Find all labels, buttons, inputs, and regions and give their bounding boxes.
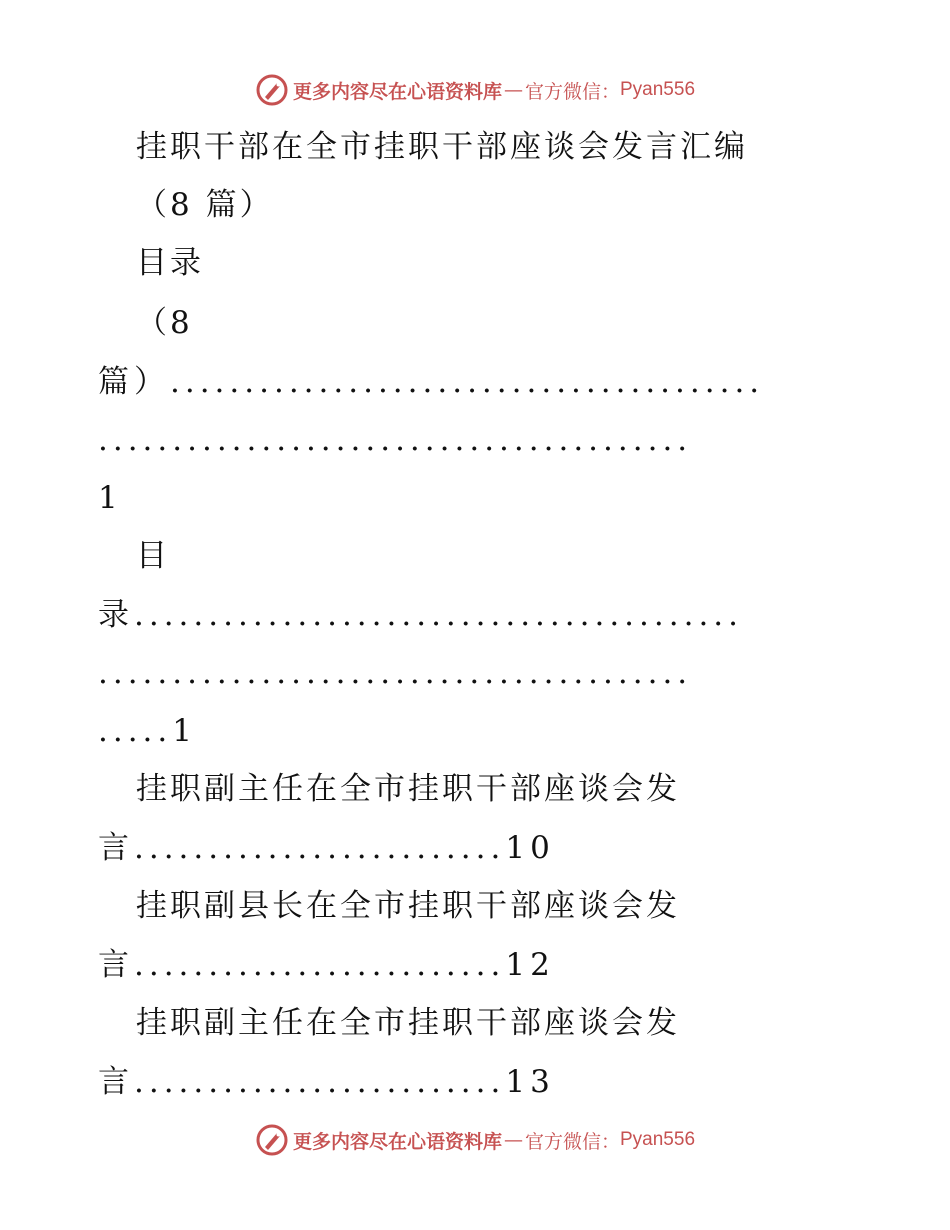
pen-logo-icon xyxy=(255,73,289,107)
toc-page-number: .....1 xyxy=(98,713,197,749)
banner-wechat-label: 官方微信： xyxy=(524,80,620,103)
toc-line: 目 xyxy=(136,538,170,574)
banner-wechat-label: 官方微信： xyxy=(524,1130,620,1153)
footer-banner xyxy=(0,1120,950,1160)
toc-entry-page: 言.........................10 xyxy=(98,830,555,866)
toc-line: （8 xyxy=(136,305,193,341)
banner-dash: — xyxy=(503,79,523,101)
toc-entry-title: 挂职副主任在全市挂职干部座谈会发 xyxy=(136,1005,680,1041)
banner-site-text: 更多内容尽在心语资料库 xyxy=(292,80,502,103)
document-title: 挂职干部在全市挂职干部座谈会发言汇编 xyxy=(136,129,748,165)
toc-page-number: 1 xyxy=(98,480,121,516)
toc-line: 篇）........................................ xyxy=(98,364,765,400)
banner-dash: — xyxy=(503,1129,523,1151)
toc-line: ........................................ xyxy=(98,422,693,458)
header-banner xyxy=(0,70,950,110)
toc-line: ........................................ xyxy=(98,655,693,691)
banner-site-text: 更多内容尽在心语资料库 xyxy=(292,1130,502,1153)
pen-logo-icon xyxy=(255,1123,289,1157)
banner-handle: Pyan556 xyxy=(620,1129,696,1150)
toc-heading: 目录 xyxy=(136,245,204,281)
toc-entry-title: 挂职副县长在全市挂职干部座谈会发 xyxy=(136,888,680,924)
toc-entry-title: 挂职副主任在全市挂职干部座谈会发 xyxy=(136,771,680,807)
banner-handle: Pyan556 xyxy=(620,79,696,100)
toc-entry-page: 言.........................13 xyxy=(98,1064,555,1100)
toc-line: 录......................................... xyxy=(98,597,744,633)
toc-entry-page: 言.........................12 xyxy=(98,947,555,983)
document-subtitle: （8 篇） xyxy=(136,187,274,223)
